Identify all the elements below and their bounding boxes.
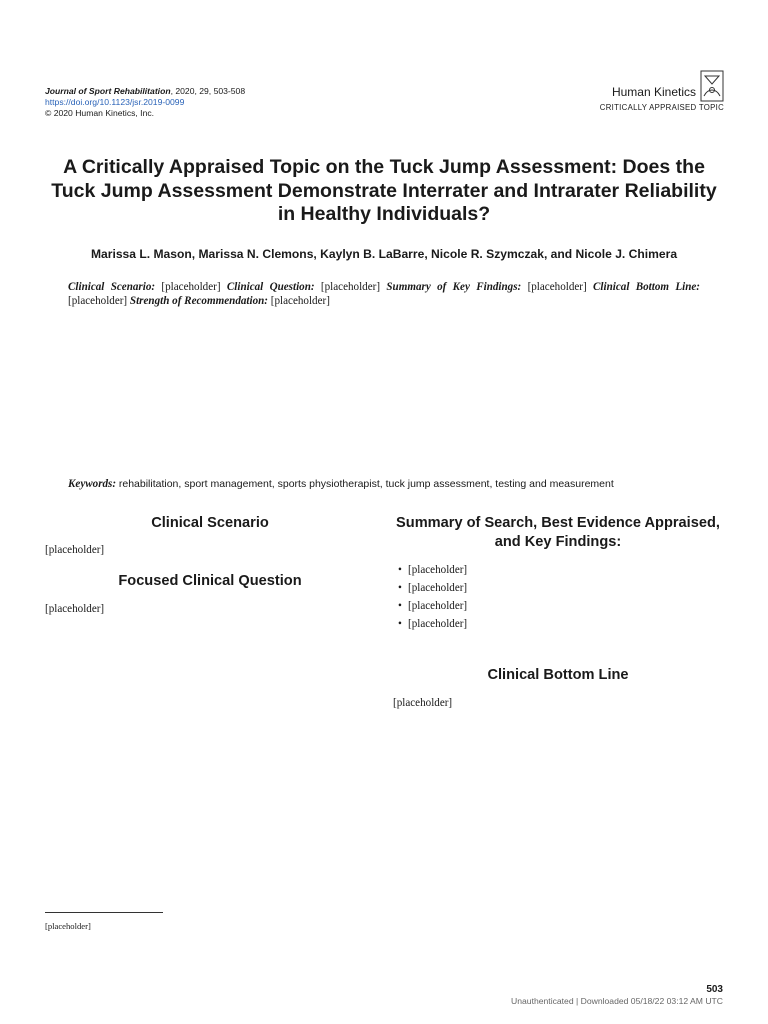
article-authors: Marissa L. Mason, Marissa N. Clemons, Kaylyn B. LaBarre, Nicole R. Szymczak, and Nicole J. Chimera bbox=[90, 247, 678, 261]
clinical-scenario-heading: Clinical Scenario bbox=[151, 515, 269, 531]
keywords-text: rehabilitation, sport management, sports physiotherapist, tuck jump assessment, testing and measurement bbox=[118, 478, 614, 490]
abstract-findings-text: [placeholder] bbox=[527, 281, 587, 293]
list-item: • [placeholder] bbox=[398, 599, 468, 612]
keywords-label: Keywords: bbox=[68, 478, 117, 490]
abstract-scenario-text: [placeholder] bbox=[161, 281, 221, 293]
list-item: • [placeholder] bbox=[398, 617, 468, 630]
journal-volume: , 2020, 29, 503-508 bbox=[170, 86, 246, 96]
human-kinetics-logo bbox=[700, 70, 724, 102]
summary-list bbox=[393, 564, 723, 632]
footnote-divider bbox=[45, 912, 163, 913]
summary-heading: Summary of Search, Best Evidence Appraised, and Key Findings: bbox=[396, 515, 720, 550]
journal-title: Journal of Sport Rehabilitation bbox=[45, 86, 171, 96]
article-category: CRITICALLY APPRAISED TOPIC bbox=[599, 103, 724, 112]
list-item: • [placeholder] bbox=[398, 564, 468, 576]
abstract-question-text: [placeholder] bbox=[320, 281, 381, 293]
abstract-scenario-label: Clinical Scenario: bbox=[68, 281, 156, 293]
summary-bullet-text: [placeholder] bbox=[408, 564, 468, 576]
download-info: Unauthenticated | Downloaded 05/18/22 03:12 AM UTC bbox=[511, 996, 723, 1006]
right-column bbox=[393, 514, 723, 711]
summary-bullet-text: [placeholder] bbox=[408, 599, 468, 612]
author-footnote: [placeholder] bbox=[45, 921, 91, 931]
page-number: 503 bbox=[706, 984, 723, 995]
summary-bullet-text: [placeholder] bbox=[408, 581, 468, 594]
publisher-block bbox=[600, 70, 724, 112]
left-column bbox=[45, 514, 375, 617]
list-item: • [placeholder] bbox=[398, 581, 468, 594]
abstract-question-label: Clinical Question: bbox=[226, 281, 315, 293]
clinical-scenario-body: [placeholder] bbox=[45, 544, 105, 556]
abstract-strength-text: [placeholder] bbox=[270, 295, 330, 308]
abstract-bottom-label: Clinical Bottom Line: bbox=[593, 281, 700, 293]
copyright: © 2020 Human Kinetics, Inc. bbox=[45, 108, 155, 118]
keywords bbox=[68, 478, 708, 490]
bottom-line-heading: Clinical Bottom Line bbox=[487, 666, 629, 683]
abstract-bottom-text: [placeholder] bbox=[68, 295, 128, 308]
focused-question-body: [placeholder] bbox=[45, 602, 105, 615]
abstract-findings-label: Summary of Key Findings: bbox=[386, 281, 522, 293]
summary-bullet-text: [placeholder] bbox=[408, 617, 468, 630]
doi-link[interactable]: https://doi.org/10.1123/jsr.2019-0099 bbox=[45, 97, 185, 107]
article-title: A Critically Appraised Topic on the Tuck Jump Assessment: Does the Tuck Jump Assessment Demonstrate Interrater and Intrarater Reliability in Healthy Individuals? bbox=[51, 156, 717, 225]
abstract bbox=[68, 280, 700, 308]
abstract-strength-label: Strength of Recommendation: bbox=[129, 295, 268, 308]
publisher-name: Human Kinetics bbox=[611, 85, 696, 99]
journal-header bbox=[45, 86, 245, 119]
bottom-line-body: [placeholder] bbox=[393, 696, 453, 709]
focused-question-heading: Focused Clinical Question bbox=[118, 572, 302, 589]
